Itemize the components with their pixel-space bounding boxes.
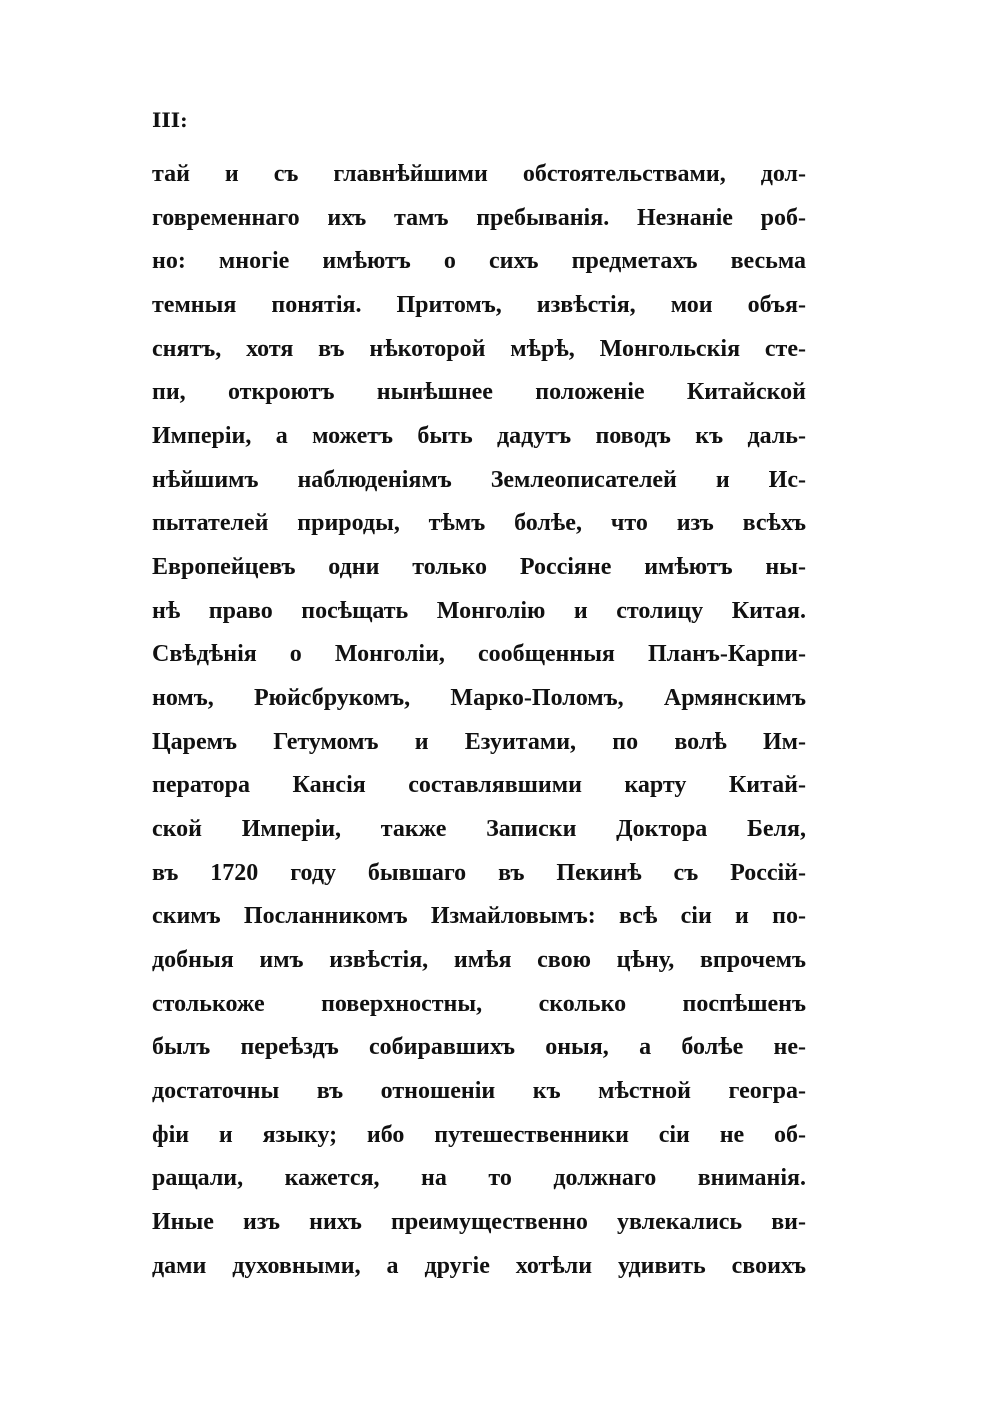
text-line: тай и съ главнѣйшими обстоятельствами, дол-	[152, 161, 806, 187]
text-line: скимъ Посланникомъ Измайловымъ: всѣ сіи и по-	[152, 903, 806, 930]
text-line: ператора Кансія составлявшими карту Китай-	[152, 772, 806, 799]
text-line: Царемъ Гетумомъ и Езуитами, по волѣ Им-	[152, 728, 806, 755]
text-line: фіи и языку; ибо путешественники сіи не об-	[152, 1121, 806, 1148]
text-line: нѣ право посѣщать Монголію и столицу Китая.	[152, 597, 806, 624]
text-line: Имперіи, а можетъ быть дадутъ поводъ къ даль-	[152, 423, 806, 450]
text-line: номъ, Рюйсбрукомъ, Марко-Поломъ, Армянскимъ	[152, 685, 806, 712]
text-line: дами духовными, а другіе хотѣли удивить своихъ	[152, 1252, 806, 1279]
text-line: но: многіе имѣютъ о сихъ предметахъ весьма	[152, 248, 806, 275]
text-line: въ 1720 году бывшаго въ Пекинѣ съ Россій-	[152, 859, 806, 886]
text-line: темныя понятія. Притомъ, извѣстія, мои объя-	[152, 292, 806, 319]
text-line: достаточны въ отношеніи къ мѣстной геогра-	[152, 1078, 806, 1105]
text-line: говременнаго ихъ тамъ пребыванія. Незнаніе роб-	[152, 204, 806, 231]
body-text	[152, 153, 806, 1288]
text-line: столькоже поверхностны, сколько поспѣшенъ	[152, 990, 806, 1017]
text-line: снятъ, хотя въ нѣкоторой мѣрѣ, Монгольскія сте-	[152, 335, 806, 362]
text-line: добныя имъ извѣстія, имѣя свою цѣну, впрочемъ	[152, 947, 806, 974]
text-line: Иные изъ нихъ преимущественно увлекались ви-	[152, 1209, 806, 1236]
text-line: Свѣдѣнія о Монголіи, сообщенныя Планъ-Карпи-	[152, 641, 806, 668]
text-line: ской Имперіи, также Записки Доктора Беля,	[152, 816, 806, 843]
text-line: пи, откроютъ нынѣшнее положеніе Китайской	[152, 379, 806, 406]
text-line: нѣйшимъ наблюденіямъ Землеописателей и Ис-	[152, 466, 806, 493]
text-line: пытателей природы, тѣмъ болѣе, что изъ всѣхъ	[152, 510, 806, 537]
page-number: III:	[152, 108, 188, 132]
text-line: ращали, кажется, на то должнаго вниманія.	[152, 1165, 806, 1192]
text-line: былъ переѣздъ собиравшихъ оныя, а болѣе не-	[152, 1034, 806, 1061]
text-line: Европейцевъ одни только Россіяне имѣютъ ны-	[152, 554, 806, 581]
